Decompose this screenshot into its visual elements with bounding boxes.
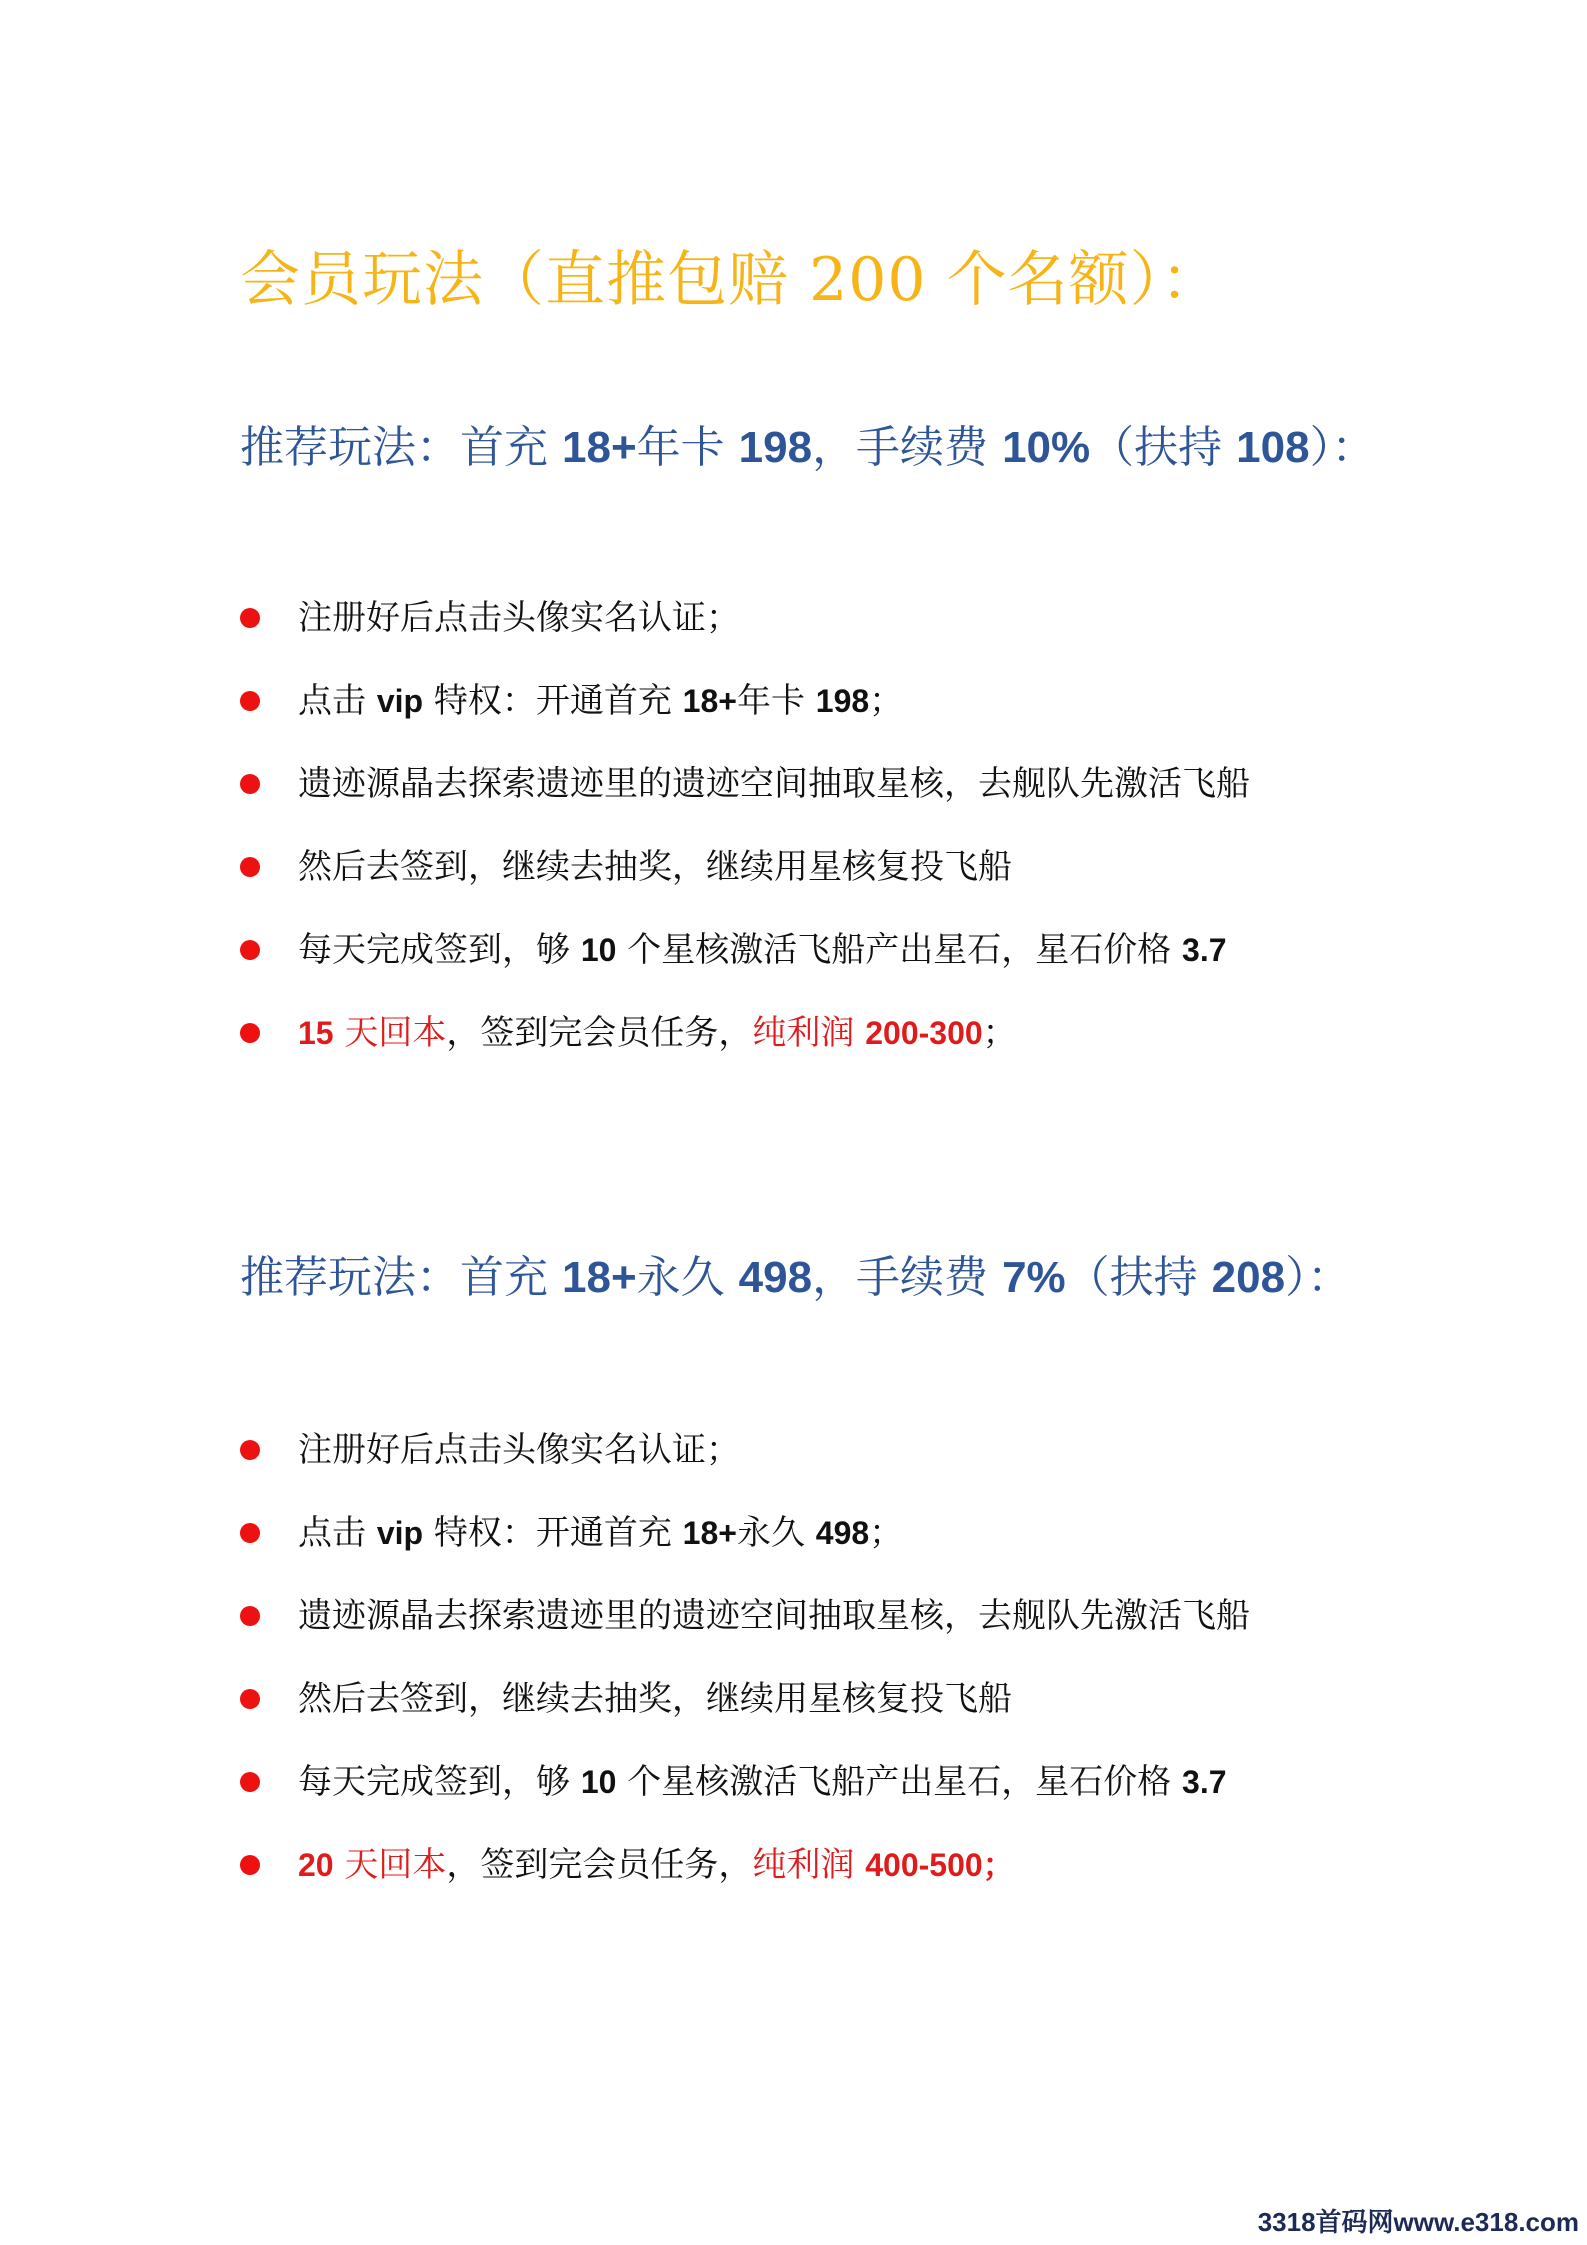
list-item — [240, 1740, 1250, 1823]
heading-text: （扶持 — [1090, 422, 1237, 473]
list-item-text: 15 天回本，签到完会员任务，纯利润 200-300； — [298, 1012, 1017, 1053]
list-item-text: 点击 vip 特权：开通首充 18+永久 498； — [298, 1512, 904, 1553]
bullet-dot-icon — [240, 608, 260, 628]
list-item — [240, 1408, 1250, 1491]
section-heading-2 — [240, 1248, 1351, 1308]
heading-number: 198 — [738, 423, 813, 472]
step-list-1 — [240, 576, 1250, 1074]
bullet-dot-icon — [240, 774, 260, 794]
list-item-text: 每天完成签到，够 10 个星核激活飞船产出星石，星石价格 3.7 — [298, 1761, 1227, 1802]
list-item — [240, 1823, 1250, 1906]
heading-text: ，手续费 — [812, 422, 1003, 473]
list-item-text: 注册好后点击头像实名认证； — [298, 597, 740, 638]
list-item-text: 然后去签到，继续去抽奖，继续用星核复投飞船 — [298, 846, 1012, 887]
heading-text: 年卡 — [636, 422, 739, 473]
list-item-text: 注册好后点击头像实名认证； — [298, 1429, 740, 1470]
bullet-dot-icon — [240, 1523, 260, 1543]
list-item-text: 20 天回本，签到完会员任务，纯利润 400-500； — [298, 1844, 1015, 1885]
list-item — [240, 825, 1250, 908]
bullet-dot-icon — [240, 1023, 260, 1043]
heading-number: 18+ — [562, 423, 637, 472]
list-item-text: 点击 vip 特权：开通首充 18+年卡 198； — [298, 680, 904, 721]
heading-text: （扶持 — [1065, 1252, 1212, 1303]
bullet-dot-icon — [240, 940, 260, 960]
heading-number: 108 — [1236, 423, 1310, 472]
heading-text: ）： — [1285, 1252, 1352, 1303]
heading-number: 18+ — [562, 1253, 637, 1302]
list-item-text: 然后去签到，继续去抽奖，继续用星核复投飞船 — [298, 1678, 1012, 1719]
bullet-dot-icon — [240, 1772, 260, 1792]
list-item — [240, 742, 1250, 825]
bullet-dot-icon — [240, 857, 260, 877]
bullet-dot-icon — [240, 1689, 260, 1709]
site-watermark: 3318首码网www.e318.com — [1257, 2207, 1579, 2237]
list-item — [240, 576, 1250, 659]
heading-number: 10% — [1002, 423, 1091, 472]
page-title: 会员玩法（直推包赔 200 个名额）： — [240, 245, 1222, 315]
list-item — [240, 659, 1250, 742]
heading-text: ，手续费 — [812, 1252, 1003, 1303]
heading-number: 7% — [1002, 1253, 1066, 1302]
heading-text: ）： — [1309, 422, 1376, 473]
list-item — [240, 1491, 1250, 1574]
list-item — [240, 1657, 1250, 1740]
heading-text: 推荐玩法：首充 — [240, 422, 562, 473]
list-item-text: 遗迹源晶去探索遗迹里的遗迹空间抽取星核，去舰队先激活飞船 — [298, 1595, 1250, 1636]
list-item-text: 每天完成签到，够 10 个星核激活飞船产出星石，星石价格 3.7 — [298, 929, 1227, 970]
list-item — [240, 1574, 1250, 1657]
list-item — [240, 908, 1250, 991]
list-item — [240, 991, 1250, 1074]
bullet-dot-icon — [240, 1855, 260, 1875]
list-item-text: 遗迹源晶去探索遗迹里的遗迹空间抽取星核，去舰队先激活飞船 — [298, 763, 1250, 804]
step-list-2 — [240, 1408, 1250, 1906]
bullet-dot-icon — [240, 691, 260, 711]
heading-number: 208 — [1211, 1253, 1286, 1302]
heading-text: 永久 — [636, 1252, 739, 1303]
section-heading-1 — [240, 418, 1376, 478]
bullet-dot-icon — [240, 1440, 260, 1460]
heading-number: 498 — [738, 1253, 813, 1302]
heading-text: 推荐玩法：首充 — [240, 1252, 562, 1303]
bullet-dot-icon — [240, 1606, 260, 1626]
